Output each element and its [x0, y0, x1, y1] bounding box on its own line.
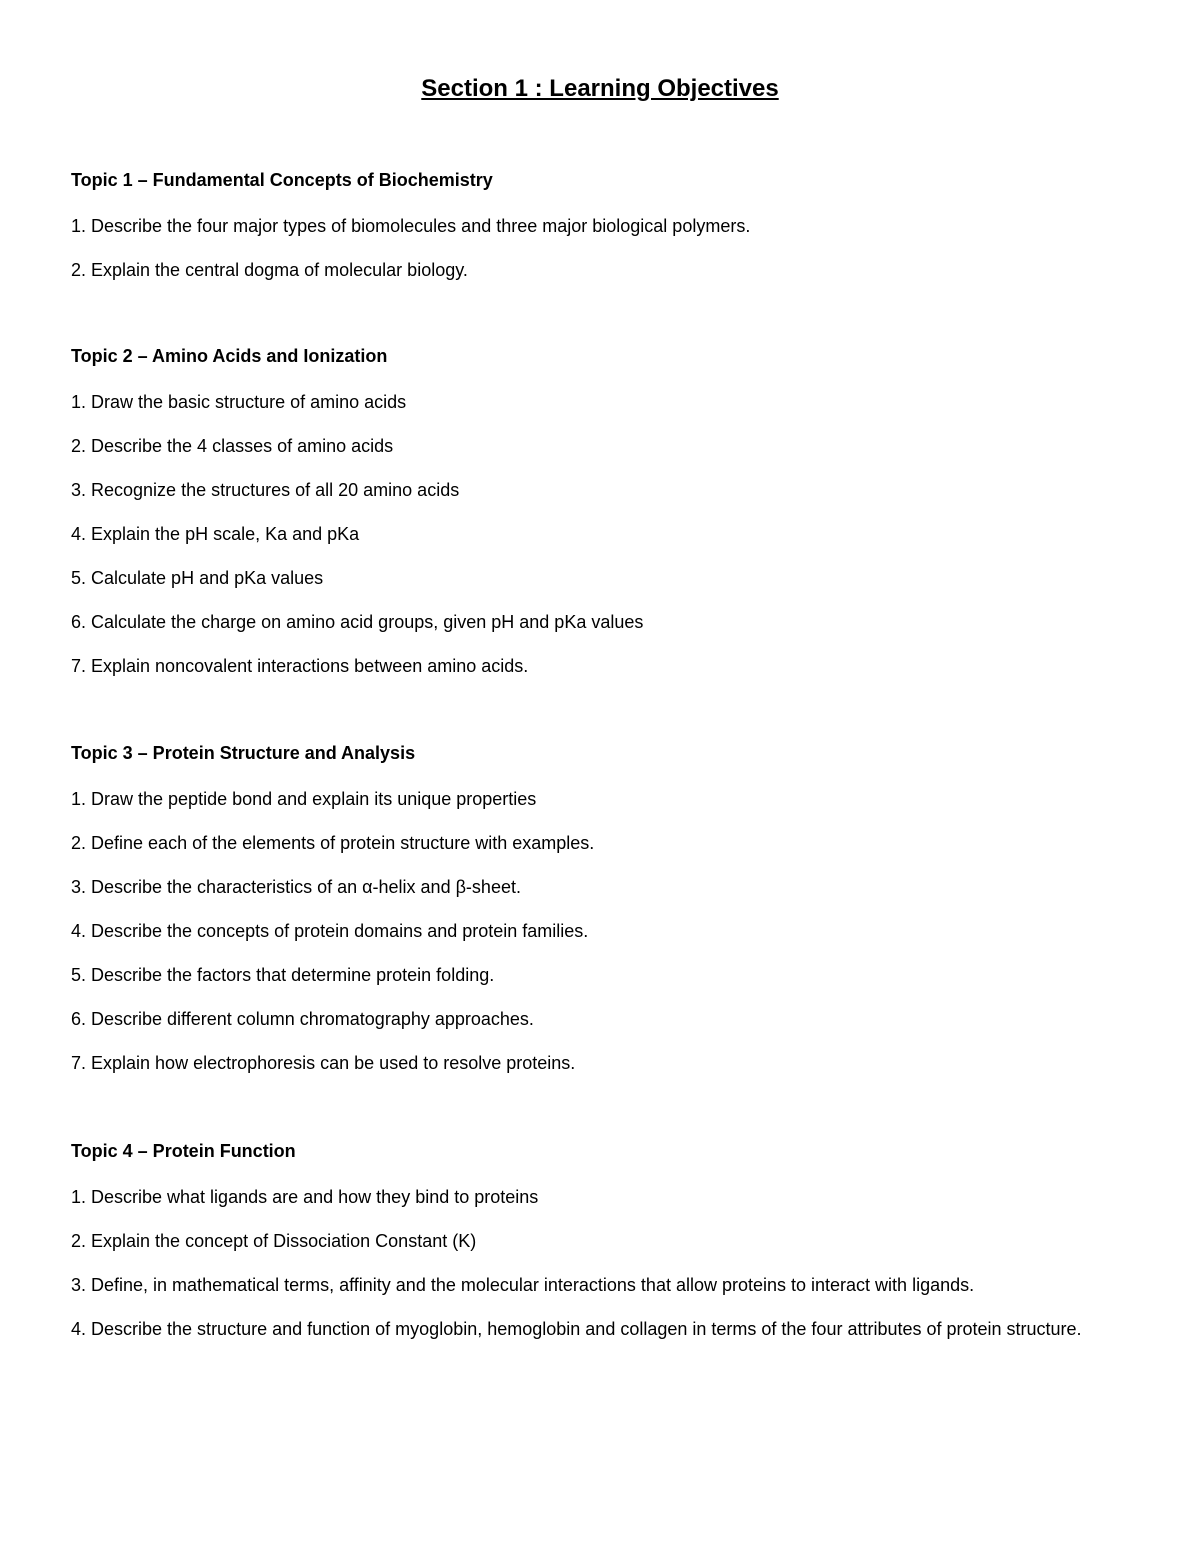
topic-heading: Topic 3 – Protein Structure and Analysis: [71, 743, 416, 763]
topic-section: [71, 1139, 1131, 1359]
objective-item: 7. Explain noncovalent interactions between amino acids.: [71, 656, 529, 676]
objective-item: 5. Calculate pH and pKa values: [71, 568, 324, 588]
objective-item: 6. Describe different column chromatography approaches.: [71, 1009, 534, 1029]
topic-section: [71, 741, 1131, 1093]
objective-item: 3. Describe the characteristics of an α-helix and β-sheet.: [71, 877, 521, 897]
objective-item: 2. Describe the 4 classes of amino acids: [71, 436, 394, 456]
objective-item: 1. Describe what ligands are and how they bind to proteins: [71, 1187, 539, 1207]
objective-item: 3. Define, in mathematical terms, affinity and the molecular interactions that allow proteins to interact with ligands.: [71, 1275, 975, 1295]
objective-item: 4. Describe the concepts of protein domains and protein families.: [71, 921, 589, 941]
objective-item: 2. Explain the concept of Dissociation Constant (K): [71, 1231, 477, 1251]
objective-item: 2. Explain the central dogma of molecular biology.: [71, 260, 468, 280]
objective-item: 4. Describe the structure and function of myoglobin, hemoglobin and collagen in terms of the four attributes of protein structure.: [71, 1319, 1082, 1339]
topic-heading: Topic 1 – Fundamental Concepts of Biochemistry: [71, 170, 493, 190]
objective-item: 1. Draw the peptide bond and explain its unique properties: [71, 789, 537, 809]
page-title: Section 1 : Learning Objectives: [421, 75, 779, 102]
topic-section: [71, 344, 1131, 696]
objective-item: 5. Describe the factors that determine protein folding.: [71, 965, 495, 985]
topic-heading: Topic 2 – Amino Acids and Ionization: [71, 346, 388, 366]
topic-heading: Topic 4 – Protein Function: [71, 1141, 296, 1161]
objective-item: 1. Draw the basic structure of amino acids: [71, 392, 407, 412]
objective-item: 6. Calculate the charge on amino acid groups, given pH and pKa values: [71, 612, 644, 632]
objective-item: 2. Define each of the elements of protein structure with examples.: [71, 833, 595, 853]
objective-item: 4. Explain the pH scale, Ka and pKa: [71, 524, 360, 544]
topic-section: [71, 168, 1131, 300]
objective-item: 7. Explain how electrophoresis can be used to resolve proteins.: [71, 1053, 576, 1073]
objective-item: 1. Describe the four major types of biomolecules and three major biological polymers.: [71, 216, 751, 236]
objective-item: 3. Recognize the structures of all 20 amino acids: [71, 480, 460, 500]
